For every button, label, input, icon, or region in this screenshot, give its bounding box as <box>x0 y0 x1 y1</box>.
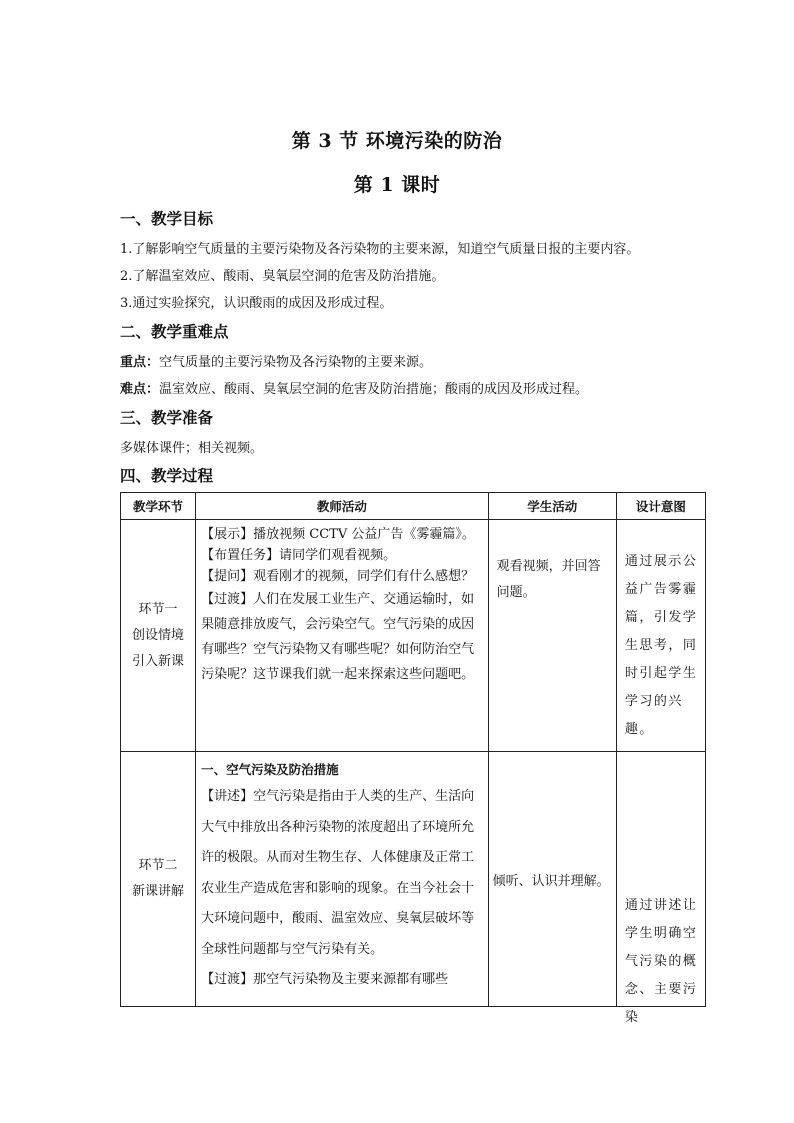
student-activity-cell: 观看视频，并回答问题。 <box>488 520 616 752</box>
design-intent-text: 通过讲述让学生明确空气污染的概念、主要污染 <box>624 898 698 1025</box>
stage-cell <box>121 520 196 752</box>
column-header: 设计意图 <box>616 493 705 520</box>
page-title: 第 3 节 环境污染的防治 <box>291 130 503 152</box>
column-header: 学生活动 <box>488 493 616 520</box>
section-heading-process: 四、教学过程 <box>120 466 214 485</box>
teacher-activity-line: 【布置任务】请同学们观看视频。 <box>201 548 397 563</box>
page-subtitle: 第 1 课时 <box>353 174 441 196</box>
teacher-activity-line: 【过渡】那空气污染物及主要来源都有哪些 <box>201 972 449 987</box>
design-intent-cell: 通过展示公益广告雾霾篇，引发学生思考，同时引起学生学习的兴趣。 <box>616 520 705 752</box>
stage-cell <box>121 752 196 1007</box>
column-header: 教学环节 <box>121 493 196 520</box>
student-activity-cell: 倾听、认识并理解。 <box>488 752 616 1007</box>
stage-label: 创设情境 <box>132 627 185 643</box>
table-row <box>121 520 706 752</box>
stage-label: 环节一 <box>138 601 178 617</box>
objective-item: 1.了解影响空气质量的主要污染物及各污染物的主要来源，知道空气质量日报的主要内容。 <box>120 242 640 257</box>
section-heading-key-points: 二、教学重难点 <box>120 322 229 341</box>
stage-label: 新课讲解 <box>132 884 185 899</box>
sub-heading: 一、空气污染及防治措施 <box>201 762 339 777</box>
preparation-text: 多媒体课件；相关视频。 <box>120 441 264 456</box>
difficulty-line <box>120 378 588 397</box>
difficulty-label: 难点： <box>120 382 160 397</box>
design-intent-cell <box>616 752 705 1025</box>
stage-label: 环节二 <box>138 858 178 873</box>
column-header: 教师活动 <box>196 493 489 520</box>
difficulty-text: 温室效应、酸雨、臭氧层空洞的危害及防治措施；酸雨的成因及形成过程。 <box>159 382 589 397</box>
section-heading-preparation: 三、教学准备 <box>120 408 214 427</box>
teacher-activity-cell <box>196 520 489 752</box>
teacher-activity-line: 【展示】播放视频 CCTV 公益广告《雾霾篇》。 <box>201 527 475 542</box>
objective-item: 3.通过实验探究，认识酸雨的成因及形成过程。 <box>120 296 393 311</box>
section-heading-objectives: 一、教学目标 <box>120 209 214 228</box>
key-point-line <box>120 351 432 370</box>
table-row <box>121 752 706 1007</box>
key-point-label: 重点： <box>120 355 160 370</box>
teacher-activity-line: 【讲述】空气污染是指由于人类的生产、生活向大气中排放出各种污染物的浓度超出了环境所允许的极限。从而对生物生存、人体健康及正常工农业生产造成危害和影响的现象。在当今社会十大环境问题中，酸雨、温室效应、臭氧层破坏等全球性问题都与空气污染有关。 <box>201 789 475 957</box>
teacher-activity-line: 【提问】观看刚才的视频，同学们有什么感想？ <box>201 569 475 584</box>
key-point-text: 空气质量的主要污染物及各污染物的主要来源。 <box>159 355 433 370</box>
objective-item: 2.了解温室效应、酸雨、臭氧层空洞的危害及防治措施。 <box>120 269 445 284</box>
teacher-activity-line: 【过渡】人们在发展工业生产、交通运输时，如果随意排放废气，会污染空气。空气污染的成因有哪些？空气污染物又有哪些呢？如何防治空气污染呢？这节课我们就一起来探索这些问题吧。 <box>201 592 475 682</box>
stage-label: 引入新课 <box>132 653 185 669</box>
teacher-activity-content <box>201 758 483 996</box>
teacher-activity-cell <box>196 752 489 1007</box>
teaching-process-table <box>120 492 706 1025</box>
table-header-row <box>121 493 706 520</box>
